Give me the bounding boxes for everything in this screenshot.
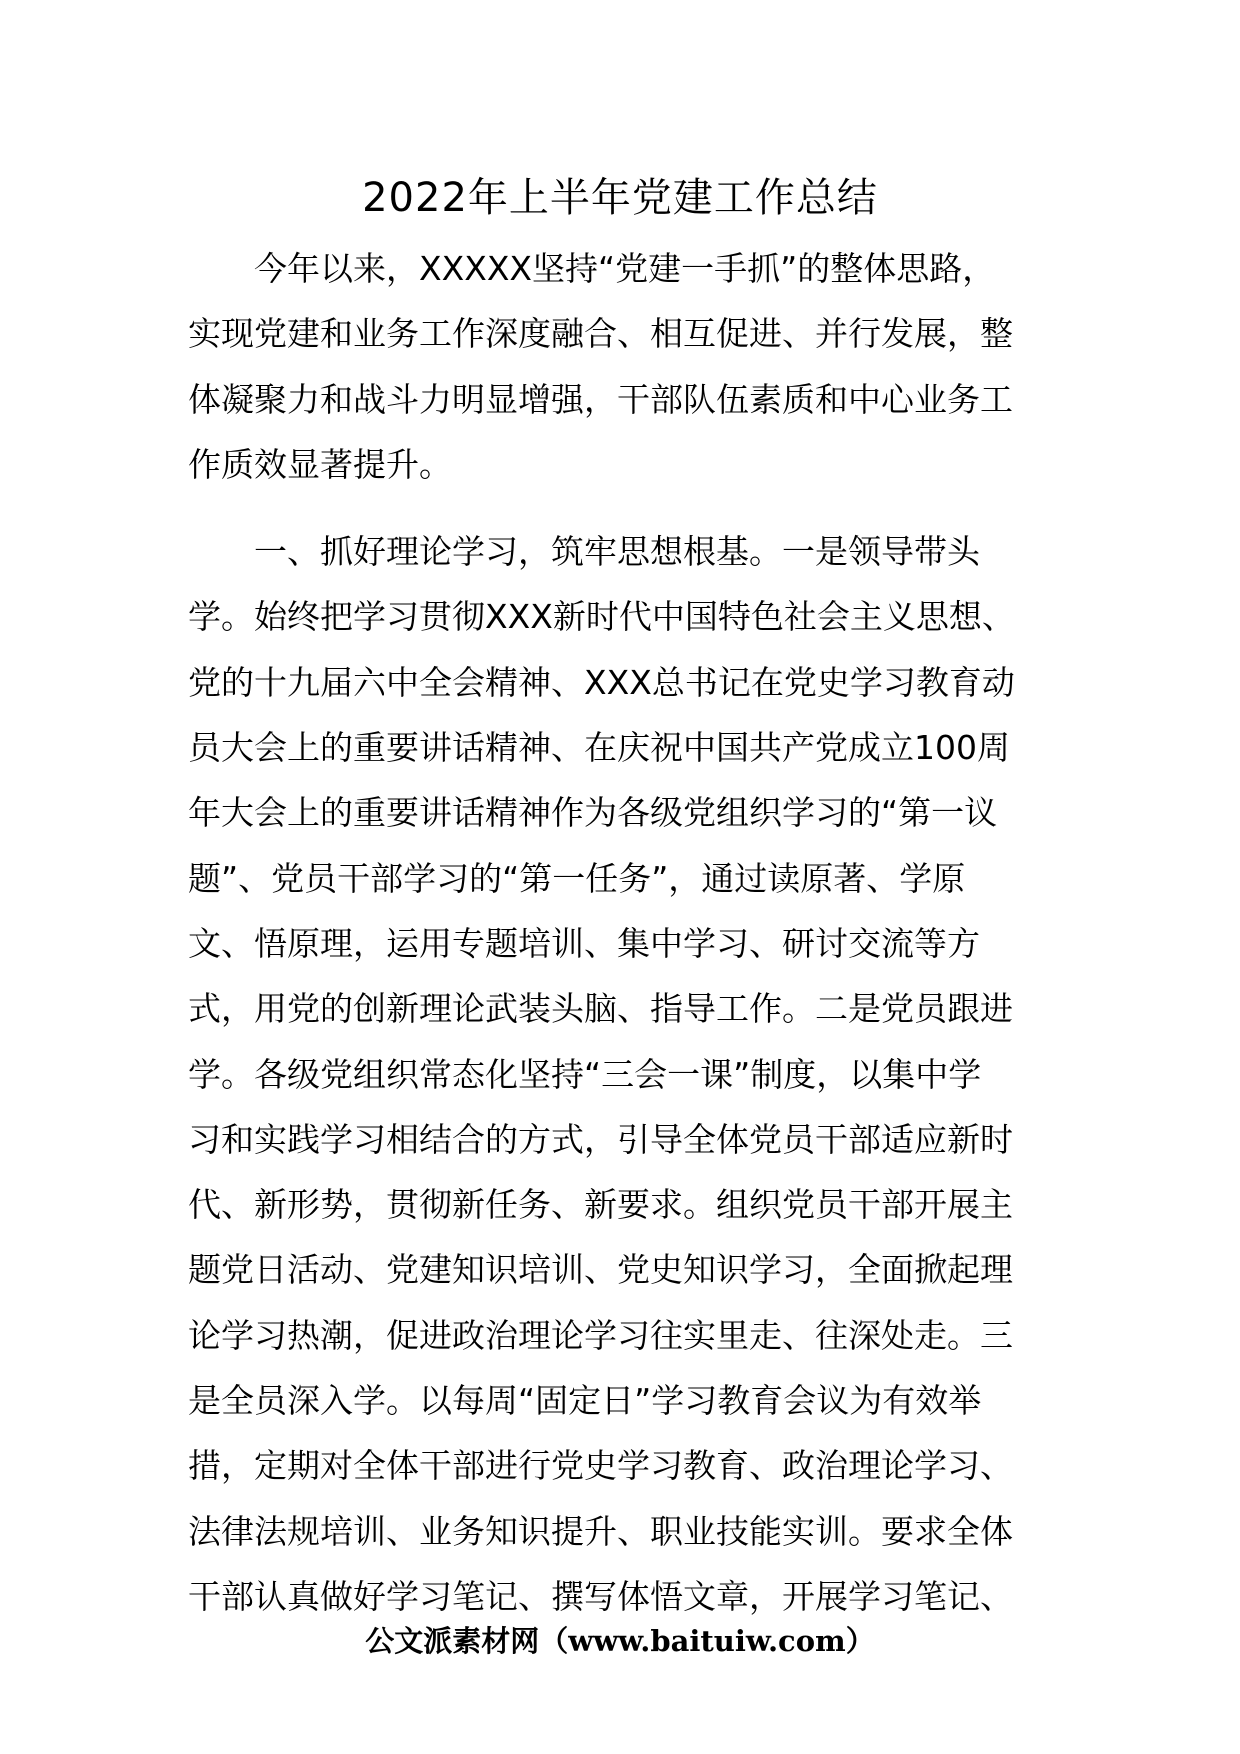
text-line: 式，用党的创新理论武装头脑、指导工作。二是党员跟进 [188,989,1013,1029]
text-line: 学。各级党组织常态化坚持“三会一课”制度，以集中学 [188,1054,982,1094]
paragraph-intro [188,236,1053,497]
text-line: 习和实践学习相结合的方式，引导全体党员干部适应新时 [188,1119,1013,1159]
text-line: 作质效显著提升。 [188,444,452,484]
text-line: 体凝聚力和战斗力明显增强，干部队伍素质和中心业务工 [188,379,1013,419]
paragraph-section-one [188,519,1053,1629]
text-line: 党的十九届六中全会精神、XXX总书记在党史学习教育动 [188,662,1015,702]
text-line: 代、新形势，贯彻新任务、新要求。组织党员干部开展主 [188,1185,1013,1225]
text-line: 学。始终把学习贯彻XXX新时代中国特色社会主义思想、 [188,597,1015,637]
text-line: 干部认真做好学习笔记、撰写体悟文章，开展学习笔记、 [188,1576,1013,1616]
text-line: 今年以来，XXXXX坚持“党建一手抓”的整体思路， [254,249,996,288]
paragraph-gap [188,497,1053,519]
text-line: 论学习热潮，促进政治理论学习往实里走、往深处走。三 [188,1315,1013,1355]
footer-watermark: 公文派素材网（www.baituiw.com） [365,1624,875,1658]
document-body [188,236,1053,1629]
text-line: 文、悟原理，运用专题培训、集中学习、研讨交流等方 [188,923,980,963]
text-line: 一、抓好理论学习，筑牢思想根基。一是领导带头 [254,532,980,572]
text-line: 员大会上的重要讲话精神、在庆祝中国共产党成立100周 [188,728,1010,768]
text-line: 实现党建和业务工作深度融合、相互促进、并行发展，整 [188,314,1013,354]
document-title: 2022年上半年党建工作总结 [362,175,878,221]
text-line: 题党日活动、党建知识培训、党史知识学习，全面掀起理 [188,1250,1013,1290]
text-line: 题”、党员干部学习的“第一任务”，通过读原著、学原 [188,858,966,898]
text-line: 年大会上的重要讲话精神作为各级党组织学习的“第一议 [188,793,998,833]
text-line: 法律法规培训、业务知识提升、职业技能实训。要求全体 [188,1511,1013,1551]
text-line: 是全员深入学。以每周“固定日”学习教育会议为有效举 [188,1381,982,1421]
text-line: 措，定期对全体干部进行党史学习教育、政治理论学习、 [188,1446,1013,1486]
